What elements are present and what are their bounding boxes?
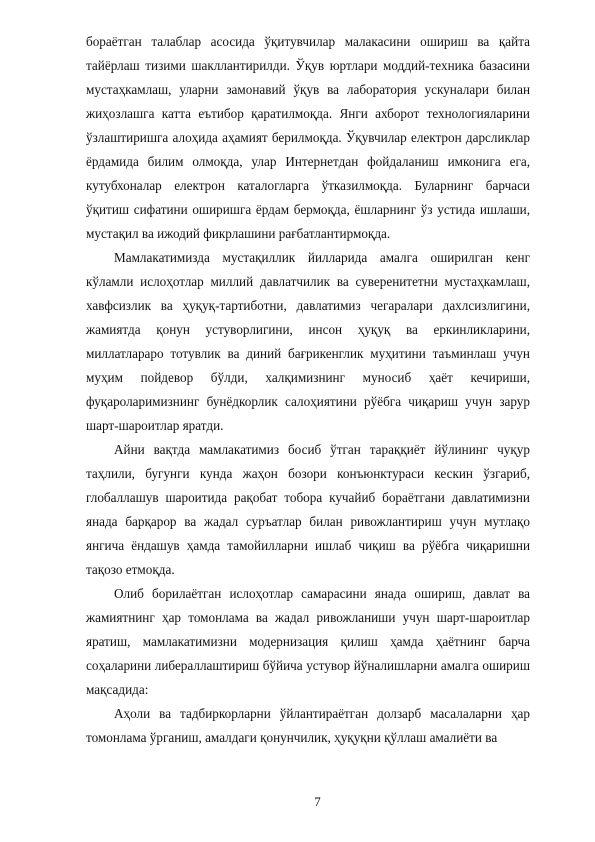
document-page <box>86 30 530 750</box>
paragraph-2: Мамлакатимизда мустақиллик йилларида амалга оширилган кенг кўламли ислоҳотлар миллий давлатчилик ва суверенитетни мустаҳкамлаш, хавфсизлик ва ҳуқуқ-тартиботни, давлатимиз чегаралари дахлсизлигини, жамиятда қонун устуворлигини, инсон ҳуқуқ ва еркинликларини, миллатлараро тотувлик ва диний бағрикенглик муҳитини таъминлаш учун муҳим пойдевор бўлди, халқимизнинг муносиб ҳаёт кечириши, фуқароларимизнинг бунёдкорлик салоҳиятини рўёбга чиқариш учун зарур шарт-шароитлар яратди. <box>86 250 530 433</box>
paragraph-5: Аҳоли ва тадбиркорларни ўйлантираётган долзарб масалаларни ҳар томонлама ўрганиш, амалдаги қонунчилик, ҳуқуқни қўллаш амалиёти ва <box>86 706 530 745</box>
paragraph-1: бораётган талаблар асосида ўқитувчилар малакасини ошириш ва қайта тайёрлаш тизими шакллантирилди. Ўқув юртлари моддий-техника базасини мустаҳкамлаш, уларни замонавий ўқув ва лаборатория ускуналари билан жиҳозлашга катта eътибор қаратилмоқда. Янги ахборот технологияларини ўзлаштиришга алоҳида аҳамият берилмоқда. Ўқувчилар електрон дарсликлар ёрдамида билим олмоқда, улар Интернетдан фойдаланиш имконига ега, кутубхоналар електрон каталогларга ўтказилмоқда. Буларнинг барчаси ўқитиш сифатини оширишга ёрдам бермоқда, ёшларнинг ўз устида ишлаши, мустақил ва ижодий фикрлашини рағбатлантирмоқда. <box>86 34 530 241</box>
paragraph-4: Олиб борилаётган ислоҳотлар самарасини янада ошириш, давлат ва жамиятнинг ҳар томонлама ва жадал ривожланиши учун шарт-шароитлар яратиш, мамлакатимизни модернизация қилиш ҳамда ҳаётнинг барча соҳаларини либераллаштириш бўйича устувор йўналишларни амалга ошириш мақсадида: <box>86 586 530 697</box>
paragraph-3: Айни вақтда мамлакатимиз босиб ўтган тараққиёт йўлининг чуқур таҳлили, бугунги кунда жаҳон бозори конъюнктураси кескин ўзгариб, глобаллашув шароитида рақобат тобора кучайиб бораётгани давлатимизни янада барқарор ва жадал суръатлар билан ривожлантириш учун мутлақо янгича ёндашув ҳамда тамойилларни ишлаб чиқиш ва рўёбга чиқаришни тақозо етмоқда. <box>86 442 530 577</box>
page-number: 7 <box>314 794 321 809</box>
